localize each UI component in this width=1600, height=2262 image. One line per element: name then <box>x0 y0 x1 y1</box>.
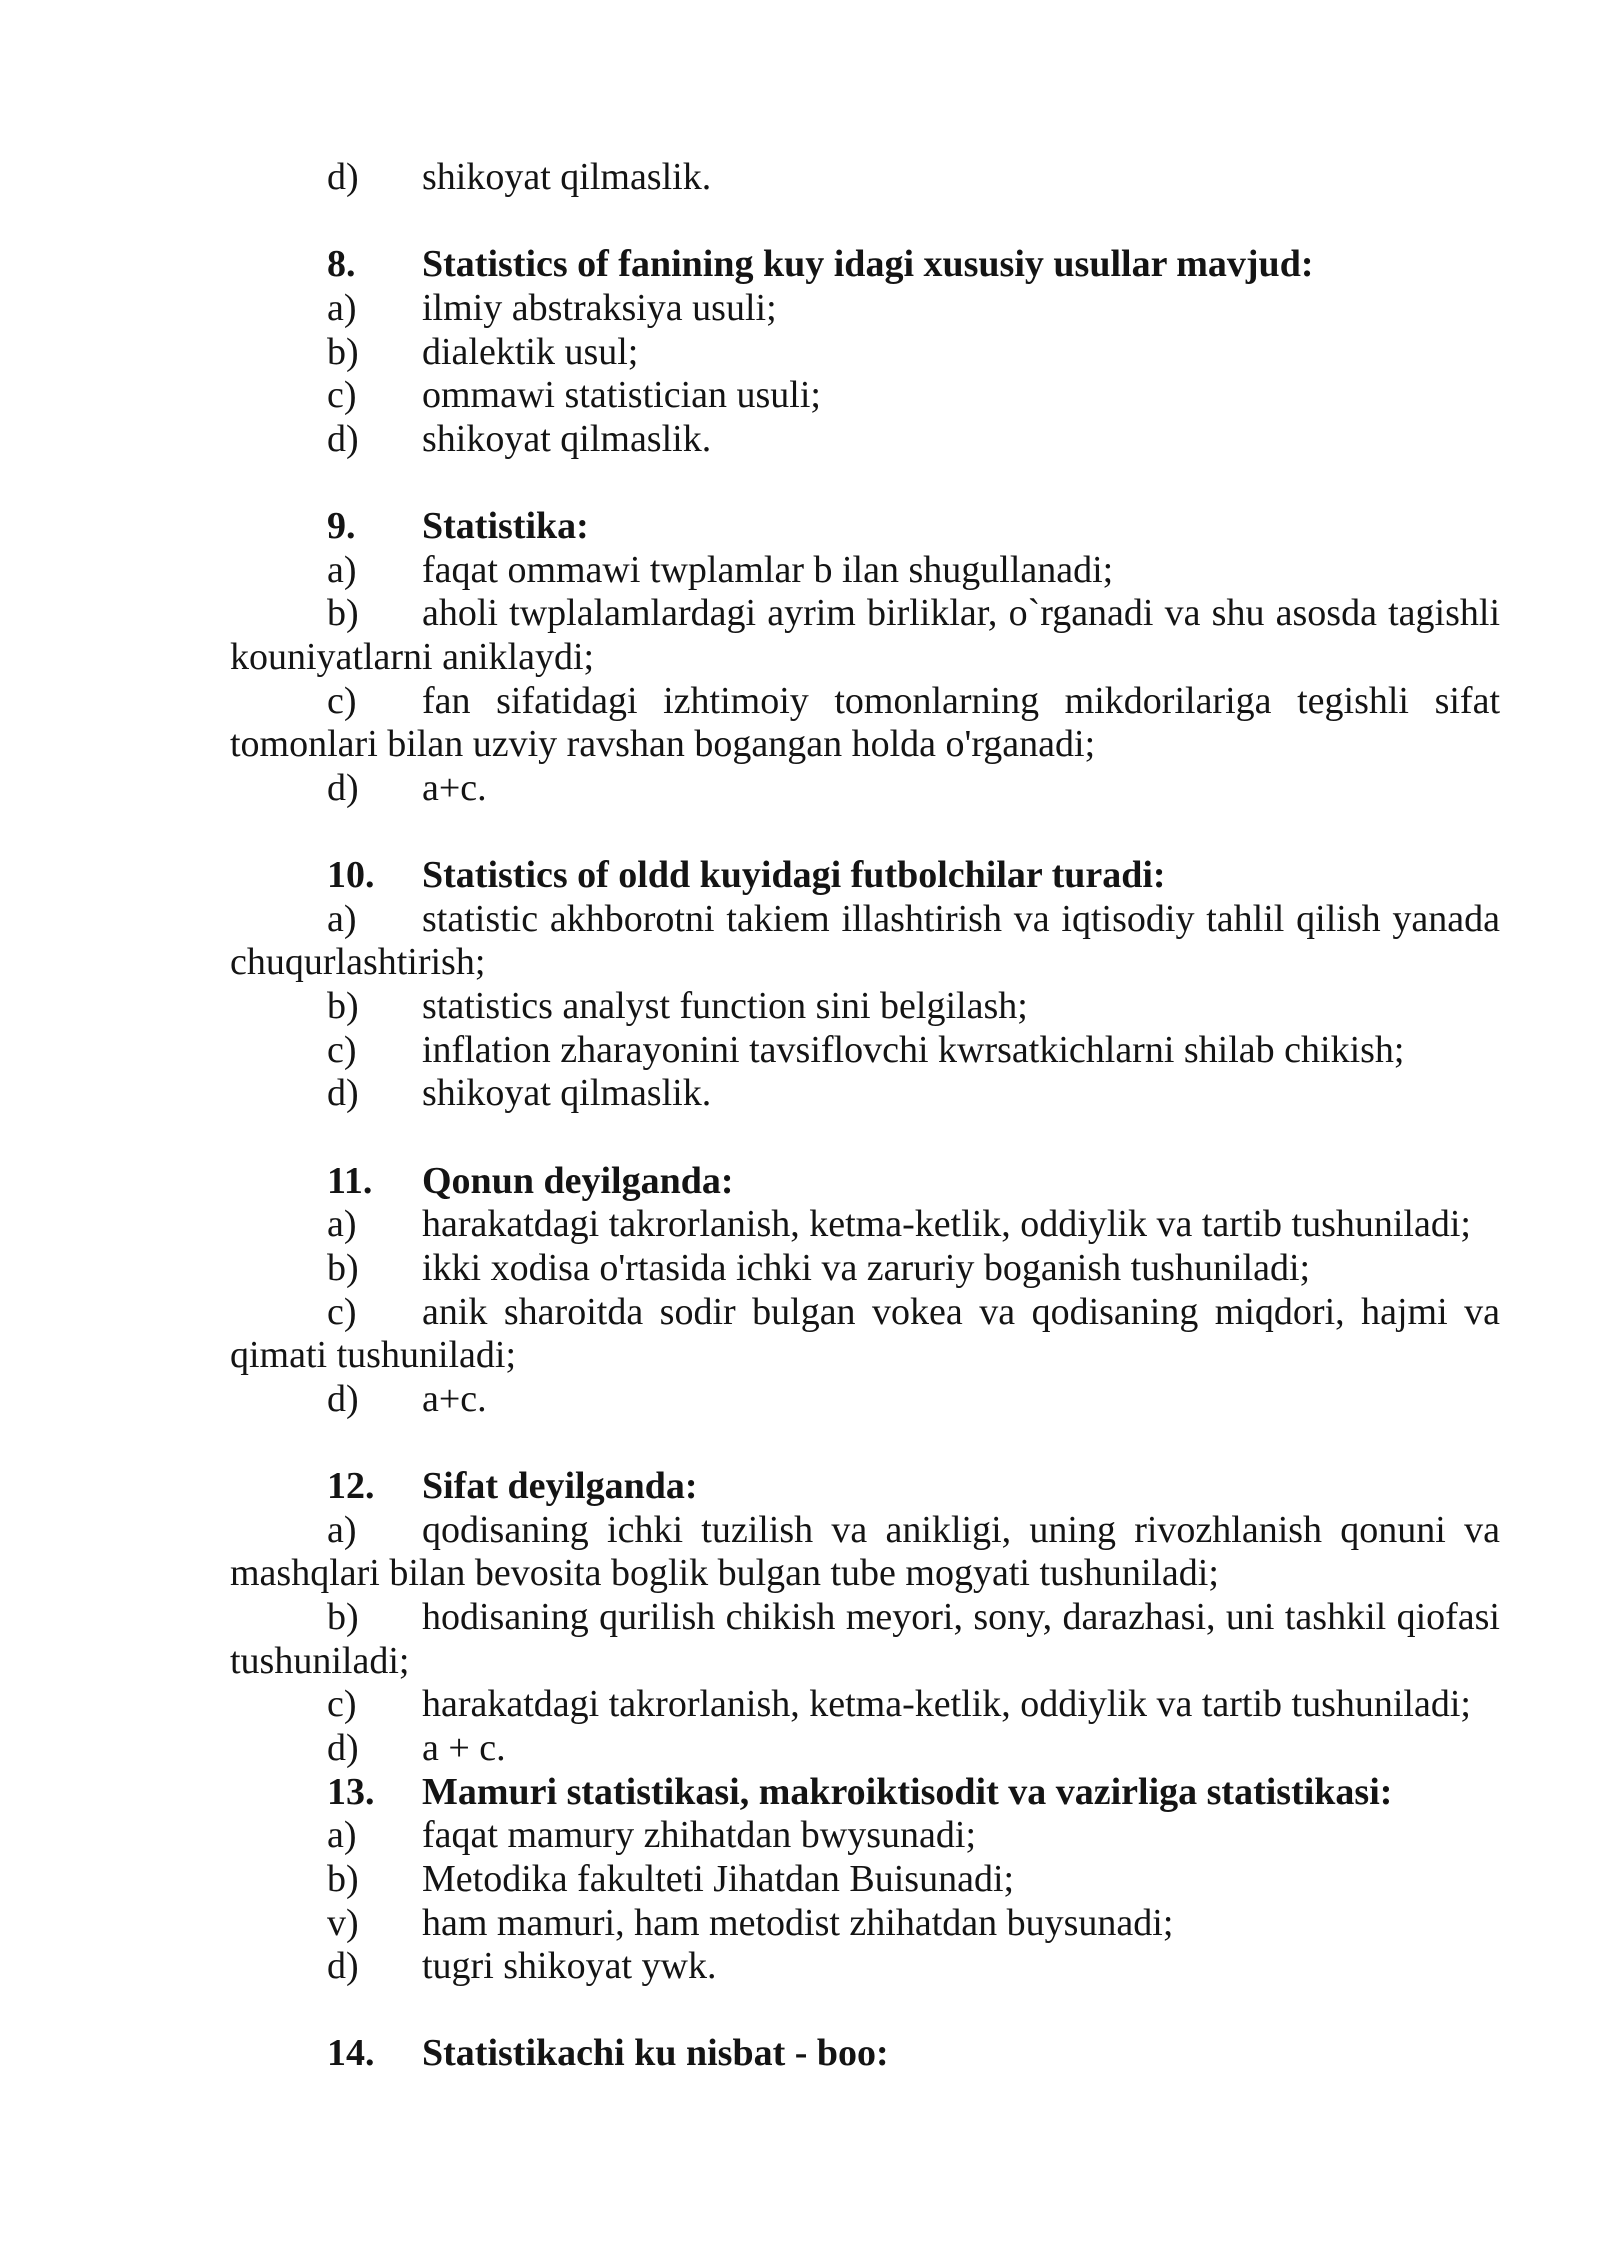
option <box>230 1858 1500 1902</box>
question-prompt: Statistics of fanining kuy idagi xususiy usullar mavjud: <box>422 243 1314 286</box>
option-text: shikoyat qilmaslik. <box>422 1072 712 1115</box>
question-number: 9. <box>327 505 356 548</box>
option-text: qodisaning ichki tuzilish va anikligi, uning rivozhlanish qonuni va mashqlari bilan bevosita boglik bulgan tube mogyati tushuniladi; <box>230 1508 1500 1595</box>
option <box>230 898 1500 985</box>
option-label: c) <box>327 679 357 722</box>
question-heading <box>230 2032 1500 2076</box>
option-label: a) <box>327 548 357 591</box>
option-text: a+c. <box>422 1377 487 1420</box>
option-label: a) <box>327 897 357 940</box>
continued-options <box>230 156 1500 200</box>
option-label: b) <box>327 592 359 635</box>
option-text: harakatdagi takrorlanish, ketma-ketlik, oddiylik va tartib tushuniladi; <box>422 1203 1471 1246</box>
option-label: d) <box>327 1945 359 1988</box>
option <box>230 1814 1500 1858</box>
option-label: d) <box>327 1726 359 1769</box>
option-label: d) <box>327 1377 359 1420</box>
option-text: anik sharoitda sodir bulgan vokea va qodisaning miqdori, hajmi va qimati tushuniladi; <box>230 1290 1500 1377</box>
question-number: 13. <box>327 1770 375 1813</box>
question-8 <box>230 243 1500 461</box>
option-label: d) <box>327 417 359 460</box>
option-label: v) <box>327 1901 359 1944</box>
option <box>230 331 1500 375</box>
option-text: ham mamuri, ham metodist zhihatdan buysunadi; <box>422 1901 1174 1944</box>
option <box>230 374 1500 418</box>
option-text: fan sifatidagi izhtimoiy tomonlarning mikdorilariga tegishli sifat tomonlari bilan uzviy ravshan bogangan holda o'rganadi; <box>230 679 1500 766</box>
option <box>230 1029 1500 1073</box>
option <box>230 985 1500 1029</box>
option <box>230 1203 1500 1247</box>
question-prompt: Sifat deyilganda: <box>422 1465 698 1508</box>
option-label: c) <box>327 374 357 417</box>
option-label: d) <box>327 766 359 809</box>
option-label: a) <box>327 1203 357 1246</box>
question-prompt: Mamuri statistikasi, makroiktisodit va vazirliga statistikasi: <box>422 1770 1393 1813</box>
question-prompt: Statistikachi ku nisbat - boo: <box>422 2032 889 2075</box>
question-prompt: Statistika: <box>422 505 589 548</box>
option <box>230 1596 1500 1683</box>
option-label: c) <box>327 1290 357 1333</box>
option <box>230 767 1500 811</box>
option <box>230 680 1500 767</box>
option-text: ommawi statistician usuli; <box>422 374 821 417</box>
option-text: shikoyat qilmaslik. <box>422 417 712 460</box>
option-text: ikki xodisa o'rtasida ichki va zaruriy boganish tushuniladi; <box>422 1246 1311 1289</box>
document-body <box>230 156 1500 2076</box>
question-heading <box>230 1465 1500 1509</box>
option-label: a) <box>327 1814 357 1857</box>
question-number: 8. <box>327 243 356 286</box>
option <box>230 418 1500 462</box>
option <box>230 1247 1500 1291</box>
option-label: b) <box>327 985 359 1028</box>
option-label: b) <box>327 1596 359 1639</box>
question-number: 12. <box>327 1465 375 1508</box>
option-text: faqat mamury zhihatdan bwysunadi; <box>422 1814 977 1857</box>
option <box>230 1378 1500 1422</box>
option-text: ilmiy abstraksiya usuli; <box>422 286 777 329</box>
question-number: 10. <box>327 854 375 897</box>
option-text: tugri shikoyat ywk. <box>422 1945 717 1988</box>
option-label: b) <box>327 330 359 373</box>
option <box>230 1945 1500 1989</box>
option-text: statistics analyst function sini belgilash; <box>422 985 1028 1028</box>
option <box>230 1683 1500 1727</box>
question-10 <box>230 854 1500 1116</box>
question-heading <box>230 854 1500 898</box>
question-9 <box>230 505 1500 810</box>
option <box>230 156 1500 200</box>
question-11 <box>230 1160 1500 1422</box>
question-heading <box>230 243 1500 287</box>
option-text: statistic akhborotni takiem illashtirish va iqtisodiy tahlil qilish yanada chuqurlashtirish; <box>230 897 1500 984</box>
option-text: inflation zharayonini tavsiflovchi kwrsatkichlarni shilab chikish; <box>422 1028 1405 1071</box>
option-text: dialektik usul; <box>422 330 639 373</box>
question-number: 11. <box>327 1159 373 1202</box>
question-prompt: Statistics of oldd kuyidagi futbolchilar turadi: <box>422 854 1166 897</box>
option-label: a) <box>327 1508 357 1551</box>
option-label: c) <box>327 1683 357 1726</box>
option-label: b) <box>327 1246 359 1289</box>
option-label: d) <box>327 1072 359 1115</box>
question-14 <box>230 2032 1500 2076</box>
question-heading <box>230 505 1500 549</box>
option <box>230 287 1500 331</box>
option <box>230 549 1500 593</box>
question-12 <box>230 1465 1500 1770</box>
option-text: harakatdagi takrorlanish, ketma-ketlik, oddiylik va tartib tushuniladi; <box>422 1683 1471 1726</box>
option-label: a) <box>327 286 357 329</box>
option-text: Metodika fakulteti Jihatdan Buisunadi; <box>422 1857 1015 1900</box>
question-13 <box>230 1771 1500 1989</box>
question-number: 14. <box>327 2032 375 2075</box>
option-label: d) <box>327 156 359 198</box>
option-text: aholi twplalamlardagi ayrim birliklar, o`rganadi va shu asosda tagishli kouniyatlarni aniklaydi; <box>230 592 1500 679</box>
question-heading <box>230 1160 1500 1204</box>
question-prompt: Qonun deyilganda: <box>422 1159 734 1202</box>
option-text: hodisaning qurilish chikish meyori, sony, darazhasi, uni tashkil qiofasi tushuniladi; <box>230 1596 1500 1682</box>
option-text: faqat ommawi twplamlar b ilan shugullanadi; <box>422 548 1114 591</box>
option <box>230 1072 1500 1116</box>
option-text: a+c. <box>422 766 487 809</box>
option <box>230 592 1500 679</box>
option <box>230 1291 1500 1378</box>
option <box>230 1727 1500 1771</box>
option <box>230 1902 1500 1946</box>
option-text: a + c. <box>422 1726 506 1769</box>
option <box>230 1509 1500 1596</box>
question-heading <box>230 1771 1500 1815</box>
option-label: c) <box>327 1028 357 1071</box>
option-text: shikoyat qilmaslik. <box>422 156 712 198</box>
option-label: b) <box>327 1857 359 1900</box>
